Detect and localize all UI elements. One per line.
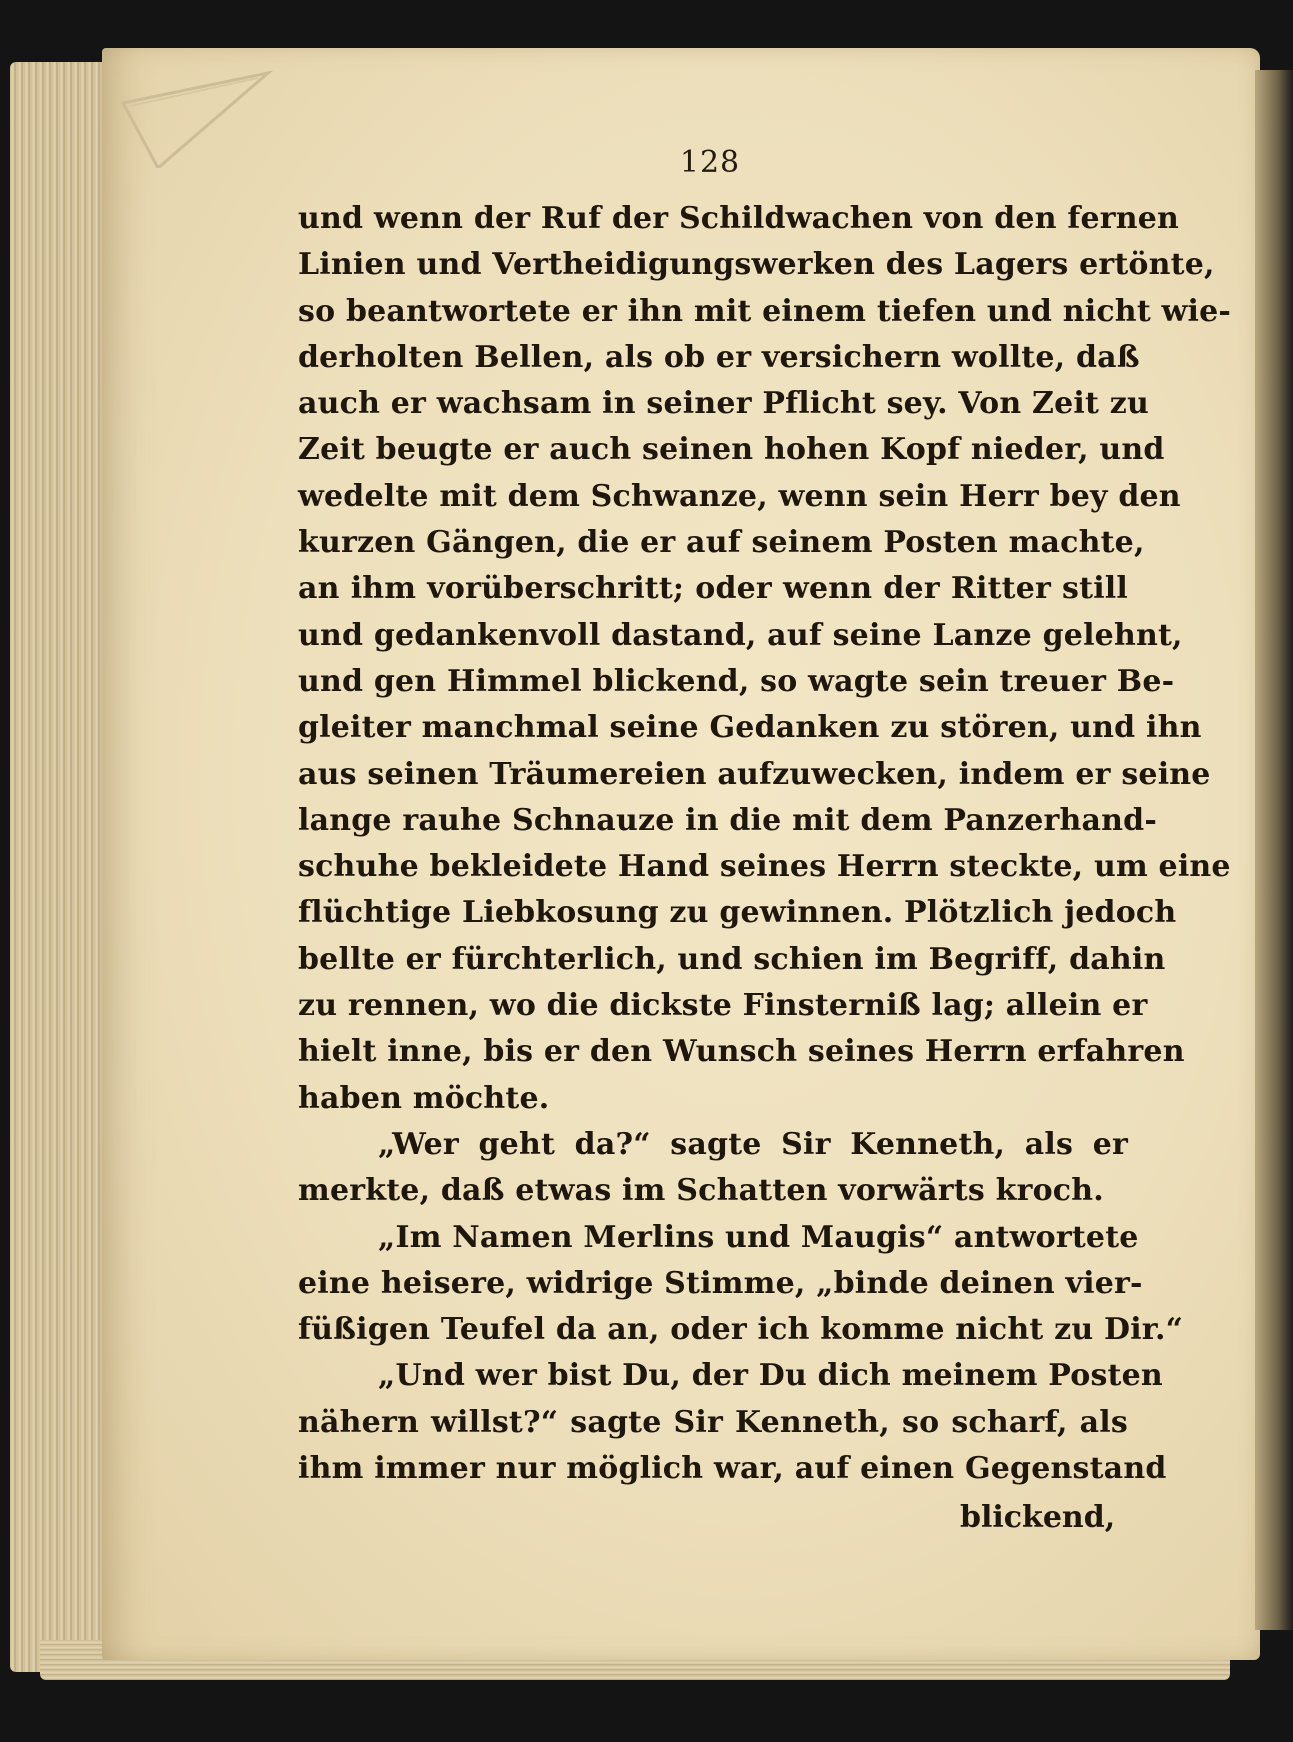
text-line: und gen Himmel blickend, so wagte sein treuer Be-	[298, 663, 1175, 699]
text-line: „Wer geht da?“ sagte Sir Kenneth, als er	[378, 1126, 1128, 1162]
text-line: derholten Bellen, als ob er versichern wollte, daß	[298, 339, 1140, 375]
text-line: aus seinen Träumereien aufzuwecken, indem er seine	[298, 756, 1211, 792]
text-line: kurzen Gängen, die er auf seinem Posten machte,	[298, 525, 1145, 561]
page-gutter-right	[1255, 70, 1293, 1630]
catchword: blickend,	[960, 1500, 1116, 1535]
text-line: lange rauhe Schnauze in die mit dem Panzerhand-	[298, 802, 1157, 838]
text-line: „Und wer bist Du, der Du dich meinem Posten	[378, 1358, 1163, 1394]
text-line: flüchtige Liebkosung zu gewinnen. Plötzlich jedoch	[298, 895, 1177, 931]
text-line: auch er wachsam in seiner Pflicht sey. Von Zeit zu	[298, 386, 1149, 422]
text-line: füßigen Teufel da an, oder ich komme nicht zu Dir.“	[298, 1312, 1184, 1348]
page-stack-left	[10, 62, 110, 1672]
text-line: so beantwortete er ihn mit einem tiefen und nicht wie-	[298, 293, 1232, 329]
body-text	[298, 196, 1232, 1492]
page-number: 128	[679, 145, 741, 180]
text-line: wedelte mit dem Schwanze, wenn sein Herr bey den	[298, 478, 1181, 514]
text-line: bellte er fürchterlich, und schien im Begriff, dahin	[298, 941, 1166, 977]
text-line: schuhe bekleidete Hand seines Herrn steckte, um eine	[298, 849, 1231, 885]
text-line: zu rennen, wo die dickste Finsterniß lag; allein er	[298, 988, 1148, 1024]
text-line: Linien und Vertheidigungswerken des Lagers ertönte,	[298, 247, 1215, 283]
text-line: hielt inne, bis er den Wunsch seines Herrn erfahren	[298, 1034, 1185, 1070]
text-line: eine heisere, widrige Stimme, „binde deinen vier-	[298, 1265, 1143, 1301]
text-line: merkte, daß etwas im Schatten vorwärts kroch.	[298, 1173, 1104, 1209]
text-line: nähern willst?“ sagte Sir Kenneth, so scharf, als	[298, 1404, 1128, 1440]
text-line: „Im Namen Merlins und Maugis“ antwortete	[378, 1219, 1139, 1255]
text-line: Zeit beugte er auch seinen hohen Kopf nieder, und	[298, 432, 1165, 468]
text-line: gleiter manchmal seine Gedanken zu stören, und ihn	[298, 710, 1202, 746]
text-line: an ihm vorüberschritt; oder wenn der Ritter still	[298, 571, 1128, 607]
text-line: und wenn der Ruf der Schildwachen von den fernen	[298, 201, 1180, 236]
text-line: und gedankenvoll dastand, auf seine Lanze gelehnt,	[298, 617, 1183, 653]
text-line: ihm immer nur möglich war, auf einen Gegenstand	[298, 1451, 1167, 1487]
text-line: haben möchte.	[298, 1080, 550, 1116]
